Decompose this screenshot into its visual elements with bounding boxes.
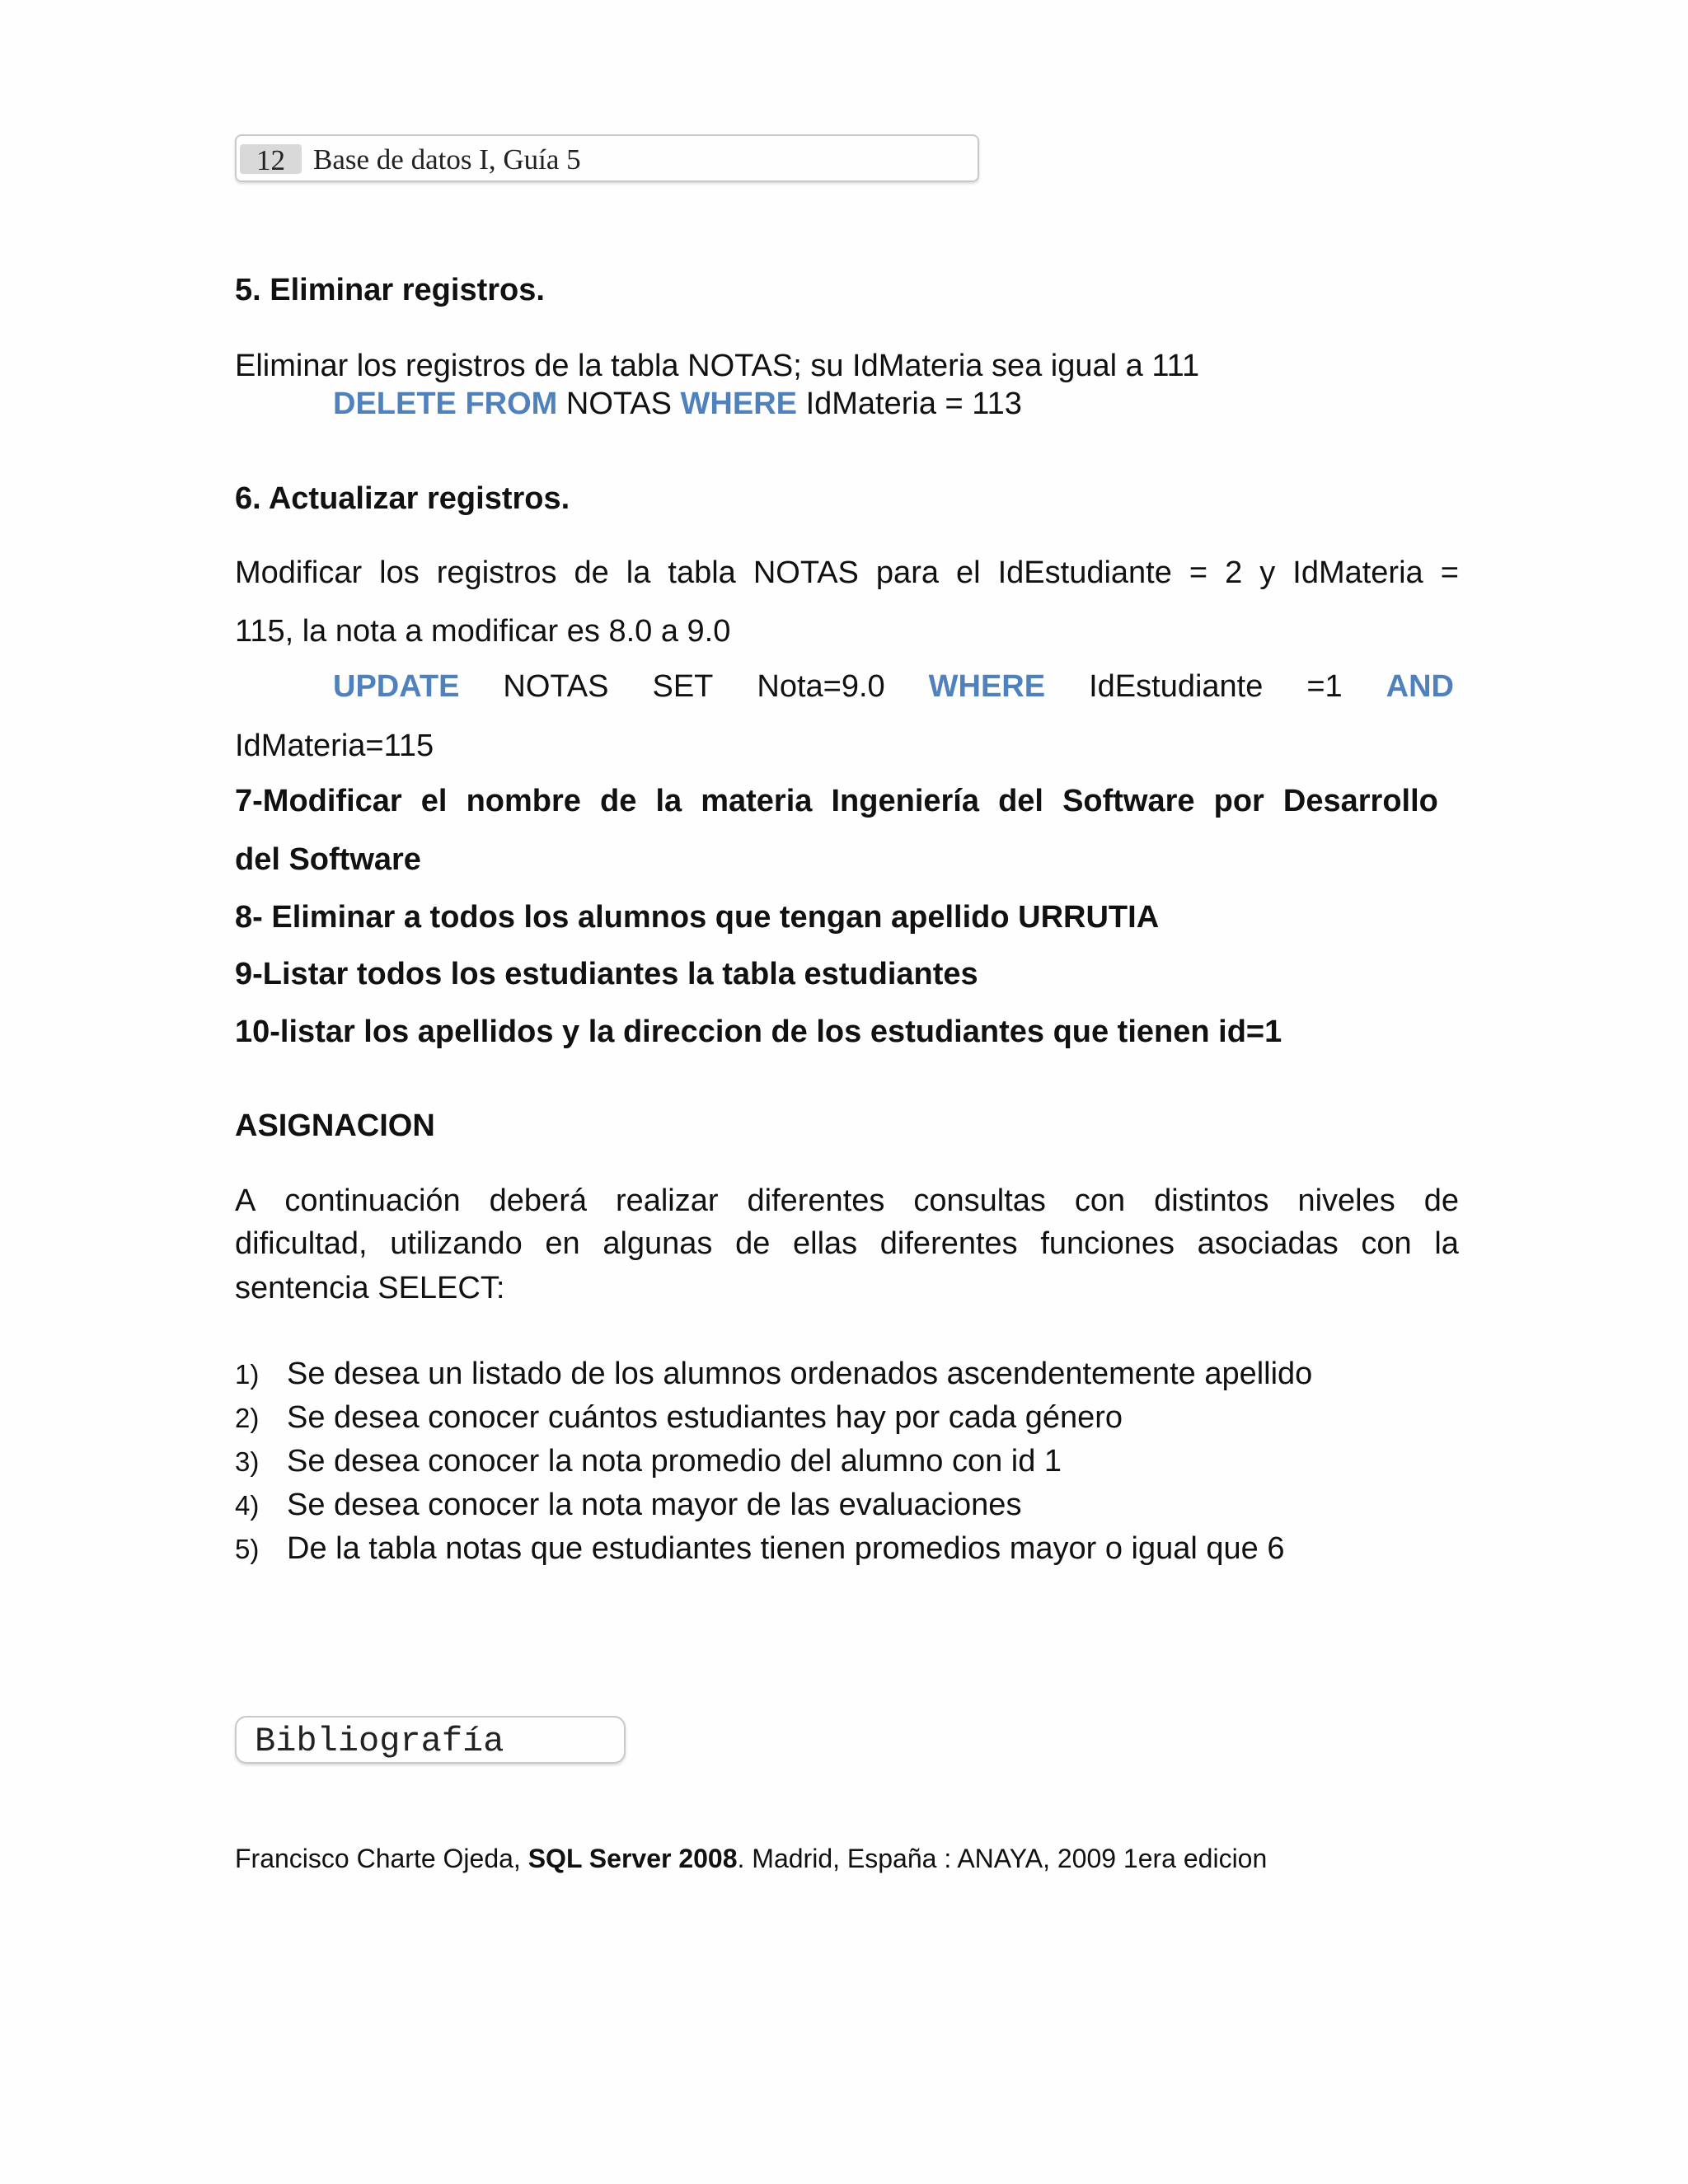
list-text: Se desea un listado de los alumnos ordenados ascendentemente apellido — [287, 1357, 1313, 1391]
description-word: tabla — [668, 555, 736, 590]
sql-column-idestudiante: IdEstudiante — [1089, 669, 1264, 704]
task7-line1 — [235, 784, 1438, 819]
description-word: 2 — [1225, 555, 1243, 590]
task7-line2: del Software — [235, 842, 421, 877]
task-word: Ingeniería — [831, 784, 979, 818]
description-word: IdMateria — [1292, 555, 1423, 590]
task-word: del — [998, 784, 1043, 818]
sql-keyword-delete-from: DELETE FROM — [333, 387, 558, 421]
task-word: nombre — [466, 784, 581, 818]
intro-word: en — [545, 1226, 580, 1261]
list-item — [235, 1442, 1062, 1481]
description-word: IdEstudiante — [997, 555, 1172, 590]
intro-word: consultas — [913, 1183, 1046, 1218]
list-number: 2) — [235, 1403, 260, 1433]
sql-keyword-where: WHERE — [680, 387, 797, 421]
intro-word: A — [235, 1183, 256, 1218]
intro-word: con — [1361, 1226, 1412, 1261]
sql-value: =1 — [1306, 669, 1343, 704]
intro-word: utilizando — [390, 1226, 523, 1261]
list-number: 3) — [235, 1446, 260, 1477]
intro-word: la — [1434, 1226, 1459, 1261]
intro-word: distintos — [1154, 1183, 1269, 1218]
section6-sql — [333, 669, 1454, 705]
section6-sql-continuation: IdMateria=115 — [235, 729, 434, 763]
asignacion-heading: ASIGNACION — [235, 1108, 435, 1143]
intro-word: de — [735, 1226, 771, 1261]
page-header — [235, 134, 979, 182]
list-item — [235, 1530, 1284, 1568]
list-text: Se desea conocer cuántos estudiantes hay por cada género — [287, 1400, 1123, 1435]
sql-table-notas: NOTAS — [565, 387, 672, 421]
intro-word: diferentes — [747, 1183, 885, 1218]
description-word: de — [574, 555, 609, 590]
list-text: Se desea conocer la nota mayor de las evaluaciones — [287, 1488, 1022, 1522]
list-text: Se desea conocer la nota promedio del alumno con id 1 — [287, 1444, 1062, 1479]
asignacion-intro-line1 — [235, 1183, 1459, 1219]
section6-description-line2: 115, la nota a modificar es 8.0 a 9.0 — [235, 614, 731, 649]
task-word: 7-Modificar — [235, 784, 402, 818]
description-word: el — [956, 555, 981, 590]
intro-word: dificultad, — [235, 1226, 368, 1261]
sql-keyword-and: AND — [1386, 669, 1454, 704]
section5-description: Eliminar los registros de la tabla NOTAS; su IdMateria sea igual a 111 — [235, 349, 1200, 383]
sql-keyword-update: UPDATE — [333, 669, 460, 704]
description-word: = — [1189, 555, 1208, 590]
list-text: De la tabla notas que estudiantes tienen promedios mayor o igual que 6 — [287, 1531, 1285, 1566]
description-word: los — [379, 555, 420, 590]
section6-description-line1 — [235, 555, 1459, 591]
description-word: Modificar — [235, 555, 363, 590]
task10: 10-listar los apellidos y la direccion de los estudiantes que tienen id=1 — [235, 1015, 1282, 1049]
section5-heading: 5. Eliminar registros. — [235, 273, 545, 307]
sql-table-notas: NOTAS — [503, 669, 609, 704]
list-item — [235, 1399, 1123, 1437]
asignacion-intro-line3: sentencia SELECT: — [235, 1271, 505, 1305]
intro-word: algunas — [603, 1226, 713, 1261]
sql-condition: IdMateria = 113 — [805, 387, 1022, 421]
asignacion-intro-line2 — [235, 1226, 1459, 1262]
list-item — [235, 1355, 1312, 1394]
header-title: Base de datos I, Guía 5 — [313, 143, 581, 176]
intro-word: funciones — [1040, 1226, 1175, 1261]
task-word: Desarrollo — [1282, 784, 1438, 818]
list-number: 4) — [235, 1490, 260, 1521]
task-word: la — [655, 784, 682, 818]
intro-word: de — [1423, 1183, 1459, 1218]
list-number: 1) — [235, 1359, 260, 1390]
sql-keyword-where: WHERE — [928, 669, 1046, 704]
description-word: para — [875, 555, 939, 590]
description-word: la — [626, 555, 651, 590]
list-item — [235, 1486, 1021, 1525]
sql-set: SET — [652, 669, 714, 704]
description-word: registros — [436, 555, 557, 590]
description-word: = — [1440, 555, 1459, 590]
intro-word: continuación — [284, 1183, 461, 1218]
intro-word: realizar — [615, 1183, 719, 1218]
intro-word: deberá — [489, 1183, 587, 1218]
reference-details: . Madrid, España : ANAYA, 2009 1era edicion — [737, 1844, 1268, 1873]
intro-word: con — [1074, 1183, 1126, 1218]
description-word: y — [1259, 555, 1276, 590]
sql-assignment: Nota=9.0 — [757, 669, 885, 704]
task-word: materia — [701, 784, 813, 818]
task-word: de — [600, 784, 637, 818]
bibliography-reference — [235, 1840, 1267, 1877]
task-word: por — [1213, 784, 1264, 818]
intro-word: diferentes — [879, 1226, 1018, 1261]
section6-heading: 6. Actualizar registros. — [235, 481, 570, 516]
intro-word: niveles — [1297, 1183, 1395, 1218]
task-word: el — [420, 784, 448, 818]
reference-author: Francisco Charte Ojeda, — [235, 1844, 528, 1873]
section5-sql — [333, 385, 1022, 423]
list-number: 5) — [235, 1534, 260, 1564]
intro-word: asociadas — [1197, 1226, 1339, 1261]
page-number: 12 — [240, 144, 302, 174]
description-word: NOTAS — [753, 555, 859, 590]
task8: 8- Eliminar a todos los alumnos que tengan apellido URRUTIA — [235, 900, 1160, 935]
bibliography-heading: Bibliografía — [255, 1722, 504, 1761]
reference-title: SQL Server 2008 — [528, 1844, 738, 1873]
intro-word: ellas — [793, 1226, 858, 1261]
bibliography-box — [235, 1716, 626, 1764]
task-word: Software — [1062, 784, 1195, 818]
task9: 9-Listar todos los estudiantes la tabla estudiantes — [235, 957, 978, 991]
